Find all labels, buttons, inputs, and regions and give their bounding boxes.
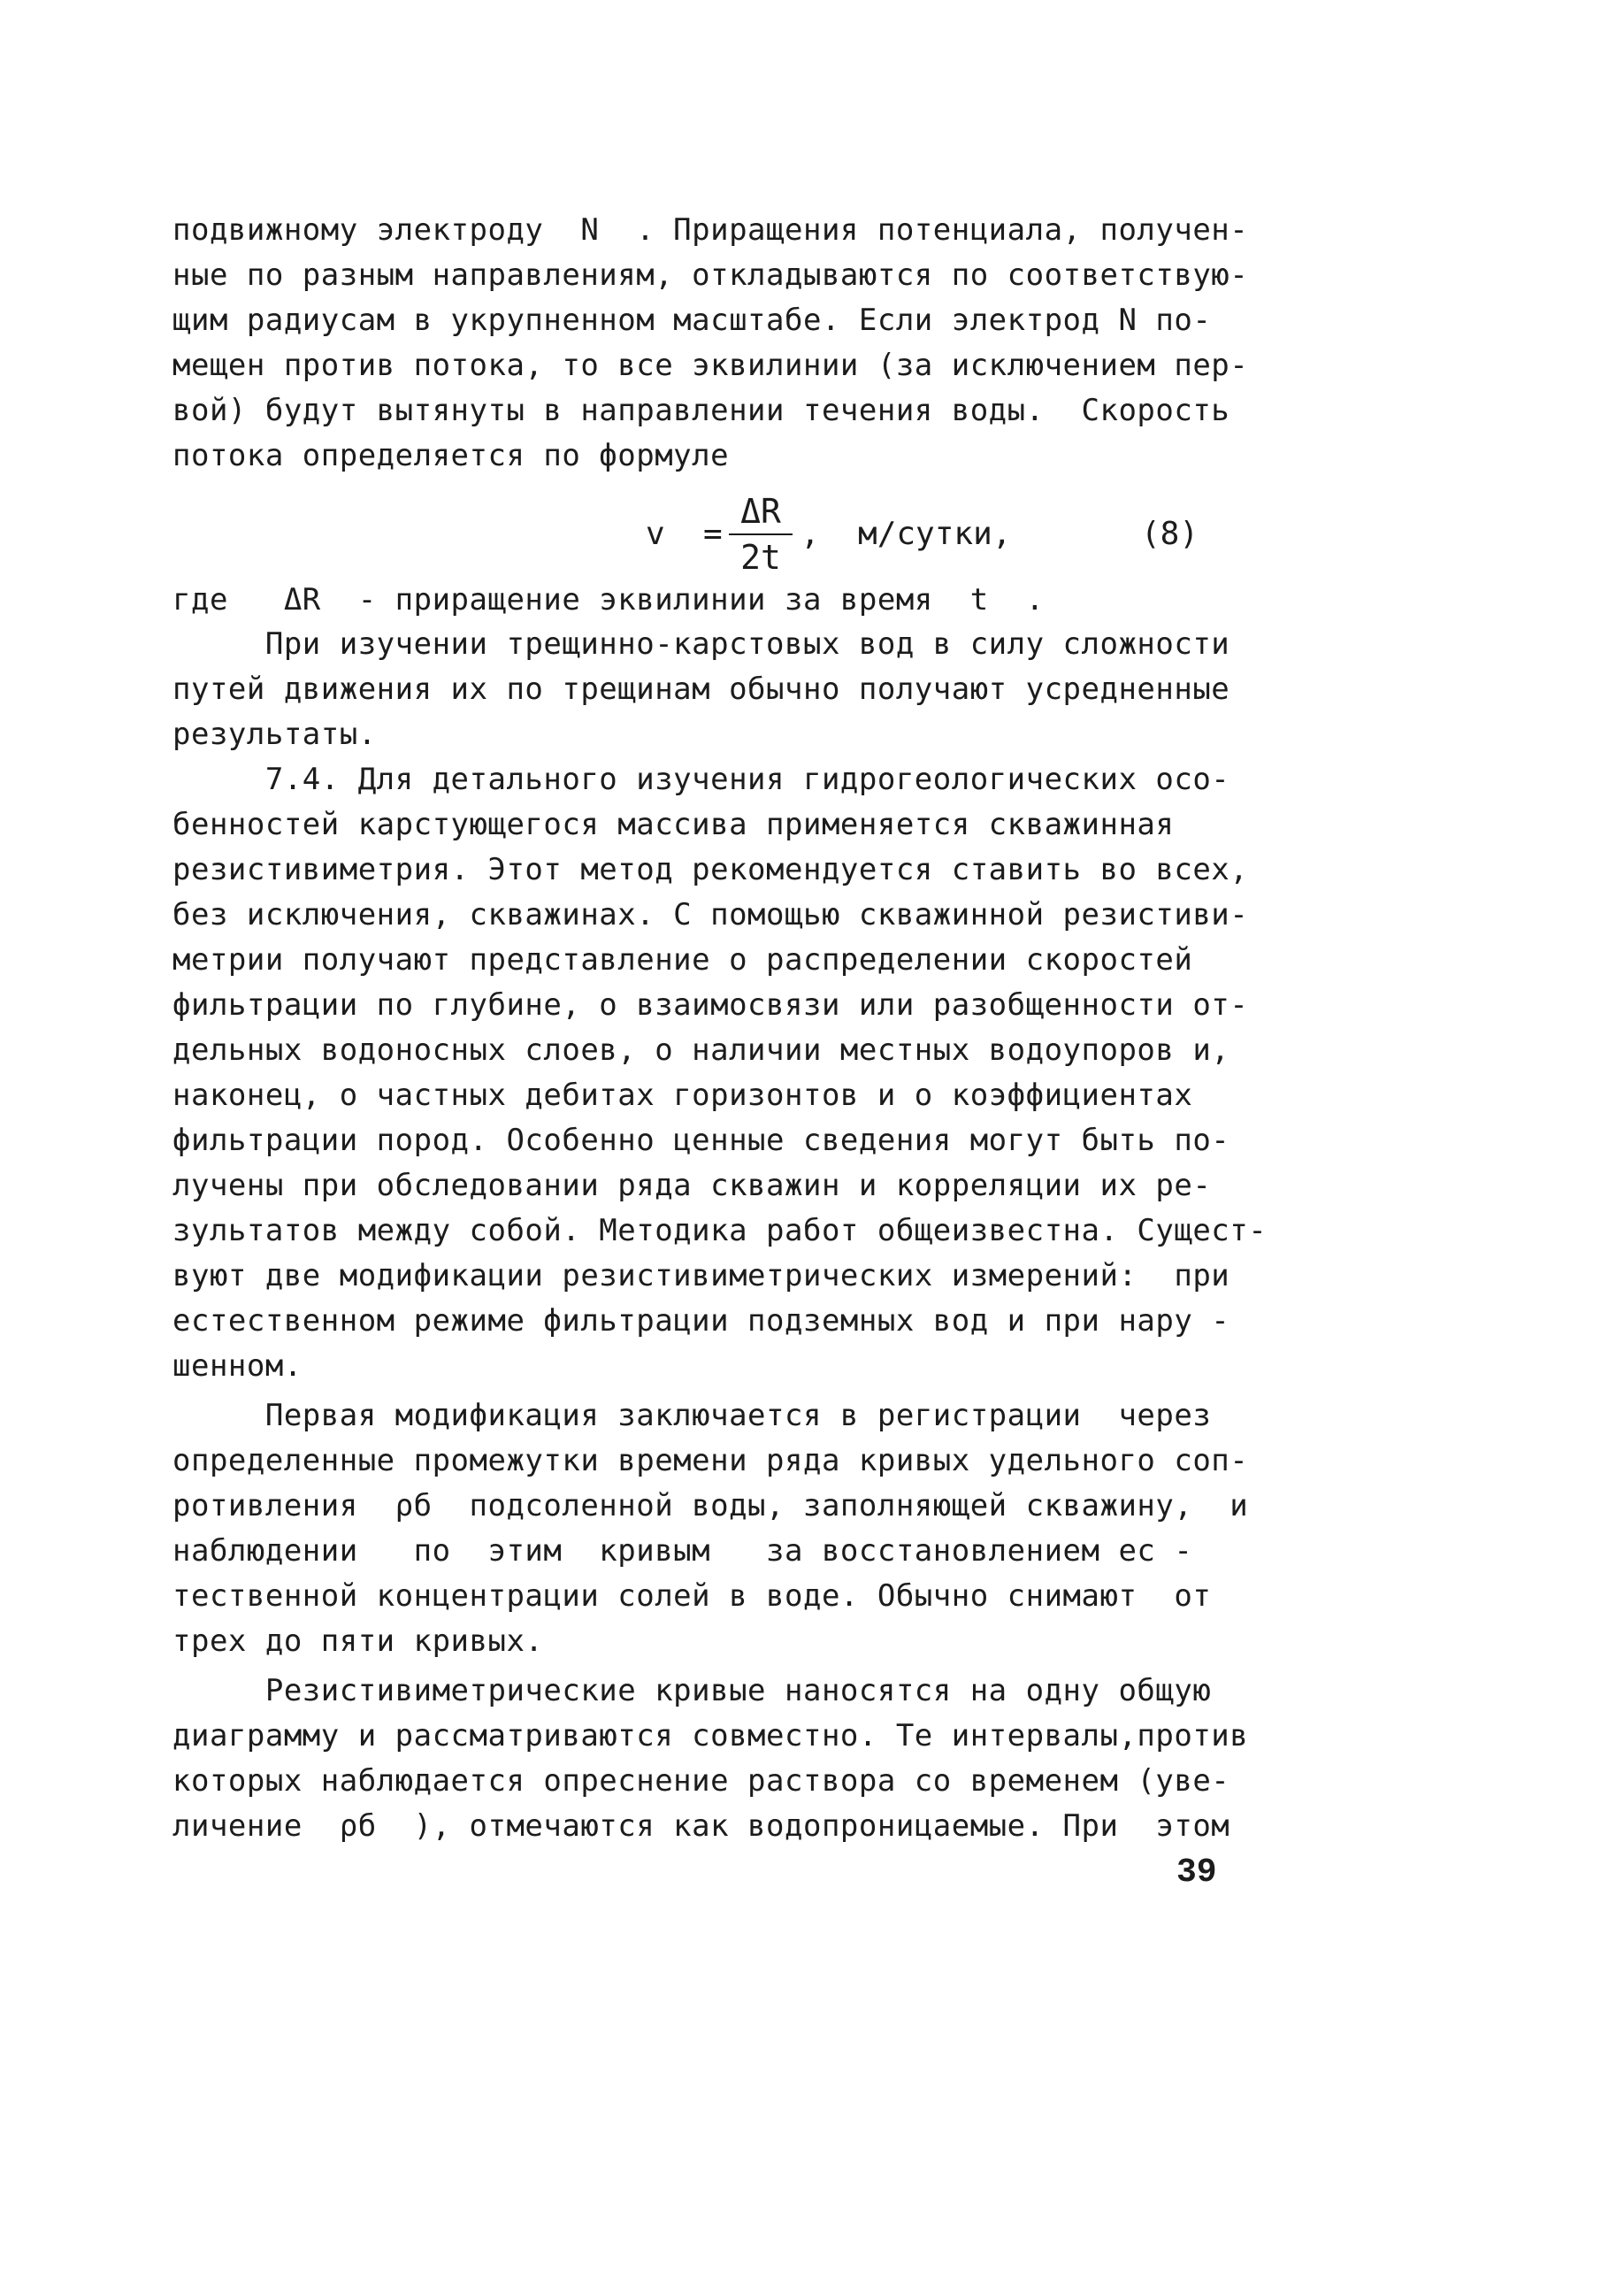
text-line: определенные промежутки времени ряда кривых удельного соп- bbox=[172, 1443, 1249, 1478]
text-line: которых наблюдается опреснение раствора со временем (уве- bbox=[172, 1763, 1230, 1799]
text-line: личение ρб ), отмечаются как водопроницаемые. При этом bbox=[172, 1808, 1230, 1844]
formula-numerator: ΔR bbox=[740, 492, 781, 531]
text-line: бенностей карстующегося массива применяется скважинная bbox=[172, 807, 1175, 842]
text-line: ротивления ρб подсоленной воды, заполняющей скважину, и bbox=[172, 1488, 1249, 1523]
text-line: результаты. bbox=[172, 717, 377, 752]
text-line: фильтрации пород. Особенно ценные сведения могут быть по- bbox=[172, 1123, 1230, 1158]
text-line: трех до пяти кривых. bbox=[172, 1623, 544, 1659]
formula-number: (8) bbox=[1141, 516, 1199, 552]
text-line: диаграмму и рассматриваются совместно. Те интервалы,против bbox=[172, 1718, 1249, 1753]
text-line: резистивиметрия. Этот метод рекомендуется ставить во всех, bbox=[172, 852, 1249, 887]
formula-fraction bbox=[725, 491, 796, 578]
text-line: потока определяется по формуле bbox=[172, 438, 730, 473]
text-line: Резистивиметрические кривые наносятся на одну общую bbox=[172, 1673, 1212, 1708]
text-line: вуют две модификации резистивиметрических измерений: при bbox=[172, 1258, 1230, 1293]
text-line: путей движения их по трещинам обычно получают усредненные bbox=[172, 671, 1230, 707]
text-line: тественной концентрации солей в воде. Обычно снимают от bbox=[172, 1578, 1212, 1614]
text-line: 7.4. Для детального изучения гидрогеологических осо- bbox=[172, 762, 1230, 797]
text-line: вой) будут вытянуты в направлении течения воды. Скорость bbox=[172, 393, 1230, 428]
fraction-bar bbox=[729, 533, 793, 535]
formula-units: , м/сутки, bbox=[801, 516, 1012, 552]
formula-denominator: 2t bbox=[740, 538, 781, 577]
text-line: Первая модификация заключается в регистрации через bbox=[172, 1398, 1212, 1433]
text-line: зультатов между собой. Методика работ общеизвестна. Сущест- bbox=[172, 1213, 1268, 1248]
text-line: подвижному электроду N . Приращения потенциала, получен- bbox=[172, 212, 1249, 248]
text-line: фильтрации по глубине, о взаимосвязи или разобщенности от- bbox=[172, 987, 1249, 1023]
text-line: без исключения, скважинах. С помощью скважинной резистиви- bbox=[172, 897, 1249, 932]
text-line: шенном. bbox=[172, 1348, 303, 1384]
text-line: ные по разным направлениям, откладываются по соответствую- bbox=[172, 257, 1249, 293]
text-line: При изучении трещинно-карстовых вод в силу сложности bbox=[172, 626, 1230, 662]
text-line: естественном режиме фильтрации подземных вод и при нару - bbox=[172, 1303, 1230, 1339]
text-line: мещен против потока, то все эквилинии (за исключением пер- bbox=[172, 348, 1249, 383]
text-line: наконец, о частных дебитах горизонтов и о коэффициентах bbox=[172, 1078, 1193, 1113]
text-line: лучены при обследовании ряда скважин и корреляции их ре- bbox=[172, 1168, 1212, 1203]
definition-line: где ΔR - приращение эквилинии за время t . bbox=[172, 582, 1045, 618]
formula-lhs: v = bbox=[646, 516, 723, 552]
text-line: наблюдении по этим кривым за восстановлением ес - bbox=[172, 1533, 1193, 1569]
text-line: дельных водоносных слоев, о наличии местных водоупоров и, bbox=[172, 1032, 1230, 1068]
text-line: метрии получают представление о распределении скоростей bbox=[172, 942, 1193, 978]
page-number: 39 bbox=[1176, 1853, 1217, 1891]
text-line: щим радиусам в укрупненном масштабе. Если электрод N по- bbox=[172, 303, 1212, 338]
